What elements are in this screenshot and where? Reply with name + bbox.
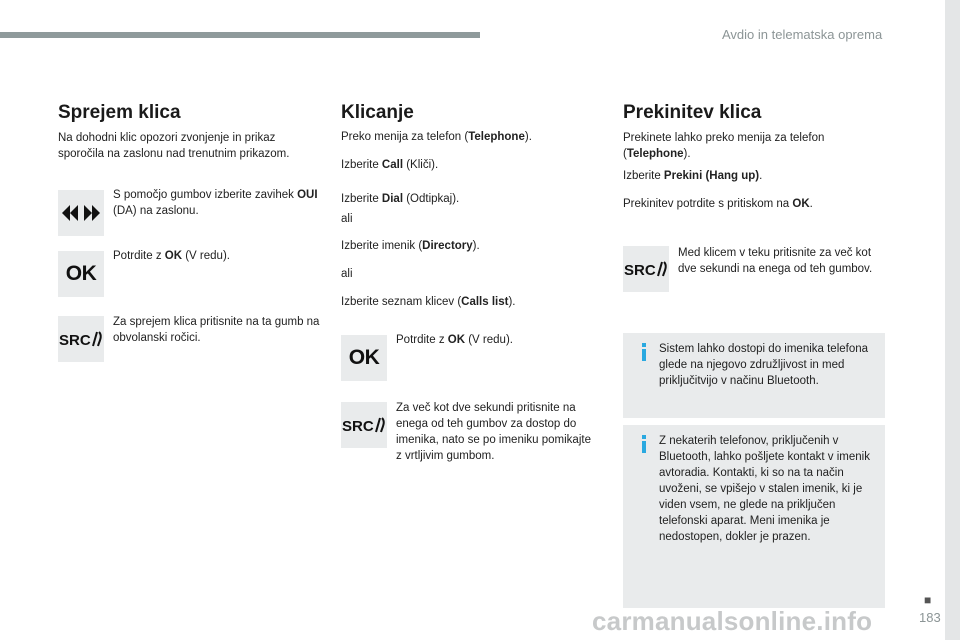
section-title: Avdio in telematska oprema bbox=[722, 27, 883, 42]
src-phone-icon-3 bbox=[624, 260, 668, 278]
klicanje-dial: Izberite Dial (Odtipkaj). bbox=[341, 193, 460, 205]
prekinitev-long-press: Med klicem v teku pritisnite za več kot dve sekundi na enega od teh gumbov. bbox=[678, 247, 873, 275]
src-phone-icon-2 bbox=[342, 416, 386, 434]
src-phone-icon bbox=[59, 330, 103, 348]
klicanje-menu-telephone: Preko menija za telefon (Telephone). bbox=[341, 131, 532, 143]
page-edge-strip bbox=[945, 0, 960, 640]
info-icon-2 bbox=[639, 435, 649, 453]
prekinitev-menu-telephone: Prekinete lahko preko menija za telefon (Telephone). bbox=[623, 132, 825, 160]
src-button-3[interactable] bbox=[623, 246, 669, 292]
step-accept-call: Za sprejem klica pritisnite na ta gumb na obvolanski ročici. bbox=[113, 316, 320, 344]
heading-sprejem-klica: Sprejem klica bbox=[58, 102, 181, 123]
or-text-2: ali bbox=[341, 268, 353, 280]
arrows-button[interactable] bbox=[58, 190, 104, 236]
info-text-contacts: Z nekaterih telefonov, priključenih v Bluetooth, lahko pošljete kontakt v imenik avtoradia. Kontakti, ki so na ta način uvoženi, se vpišejo v stalen imenik, ki je viden vsem, ne glede na priključen telefonski aparat. Meni imenika je nedostopen, dokler je prazen. bbox=[659, 435, 870, 543]
info-text-compatibility: Sistem lahko dostopi do imenika telefona glede na njegovo združljivost in med priključitvijo v načinu Bluetooth. bbox=[659, 343, 869, 387]
ok-label: OK bbox=[65, 262, 97, 285]
ok-label-2: OK bbox=[348, 346, 380, 369]
info-icon bbox=[639, 343, 649, 361]
svg-text:SRC: SRC bbox=[624, 262, 656, 278]
svg-text:SRC: SRC bbox=[59, 332, 91, 348]
page-number: 183 bbox=[919, 610, 941, 625]
heading-prekinitev-klica: Prekinitev klica bbox=[623, 102, 762, 123]
ok-button[interactable] bbox=[58, 251, 104, 297]
step-select-oui: S pomočjo gumbov izberite zavihek OUI (DA) na zaslonu. bbox=[113, 189, 318, 217]
klicanje-calls-list: Izberite seznam klicev (Calls list). bbox=[341, 296, 516, 308]
watermark: carmanualsonline.info bbox=[592, 606, 873, 636]
info-box-contacts bbox=[623, 425, 885, 608]
footer-dot: ■ bbox=[924, 593, 932, 607]
ok-button-2[interactable] bbox=[341, 335, 387, 381]
left-right-arrows-icon bbox=[60, 205, 102, 221]
klicanje-directory: Izberite imenik (Directory). bbox=[341, 240, 480, 252]
intro-text: Na dohodni klic opozori zvonjenje in prikaz sporočila na zaslonu nad trenutnim prikazom. bbox=[58, 132, 290, 160]
heading-klicanje: Klicanje bbox=[341, 102, 414, 123]
step-confirm-ok: Potrdite z OK (V redu). bbox=[113, 250, 230, 262]
klicanje-directory-long-press: Za več kot dve sekundi pritisnite na enega od teh gumbov za dostop do imenika, nato se po imeniku pomikajte z vrtljivim gumbom. bbox=[396, 402, 591, 462]
svg-text:SRC: SRC bbox=[342, 418, 374, 434]
klicanje-call: Izberite Call (Kliči). bbox=[341, 159, 439, 171]
info-box-compatibility bbox=[623, 333, 885, 418]
src-button[interactable] bbox=[58, 316, 104, 362]
prekinitev-hang-up: Izberite Prekini (Hang up). bbox=[623, 170, 763, 182]
src-button-2[interactable] bbox=[341, 402, 387, 448]
or-text-1: ali bbox=[341, 213, 353, 225]
klicanje-confirm-ok: Potrdite z OK (V redu). bbox=[396, 334, 513, 346]
prekinitev-confirm-ok: Prekinitev potrdite s pritiskom na OK. bbox=[623, 198, 813, 210]
header-bar bbox=[0, 32, 480, 38]
